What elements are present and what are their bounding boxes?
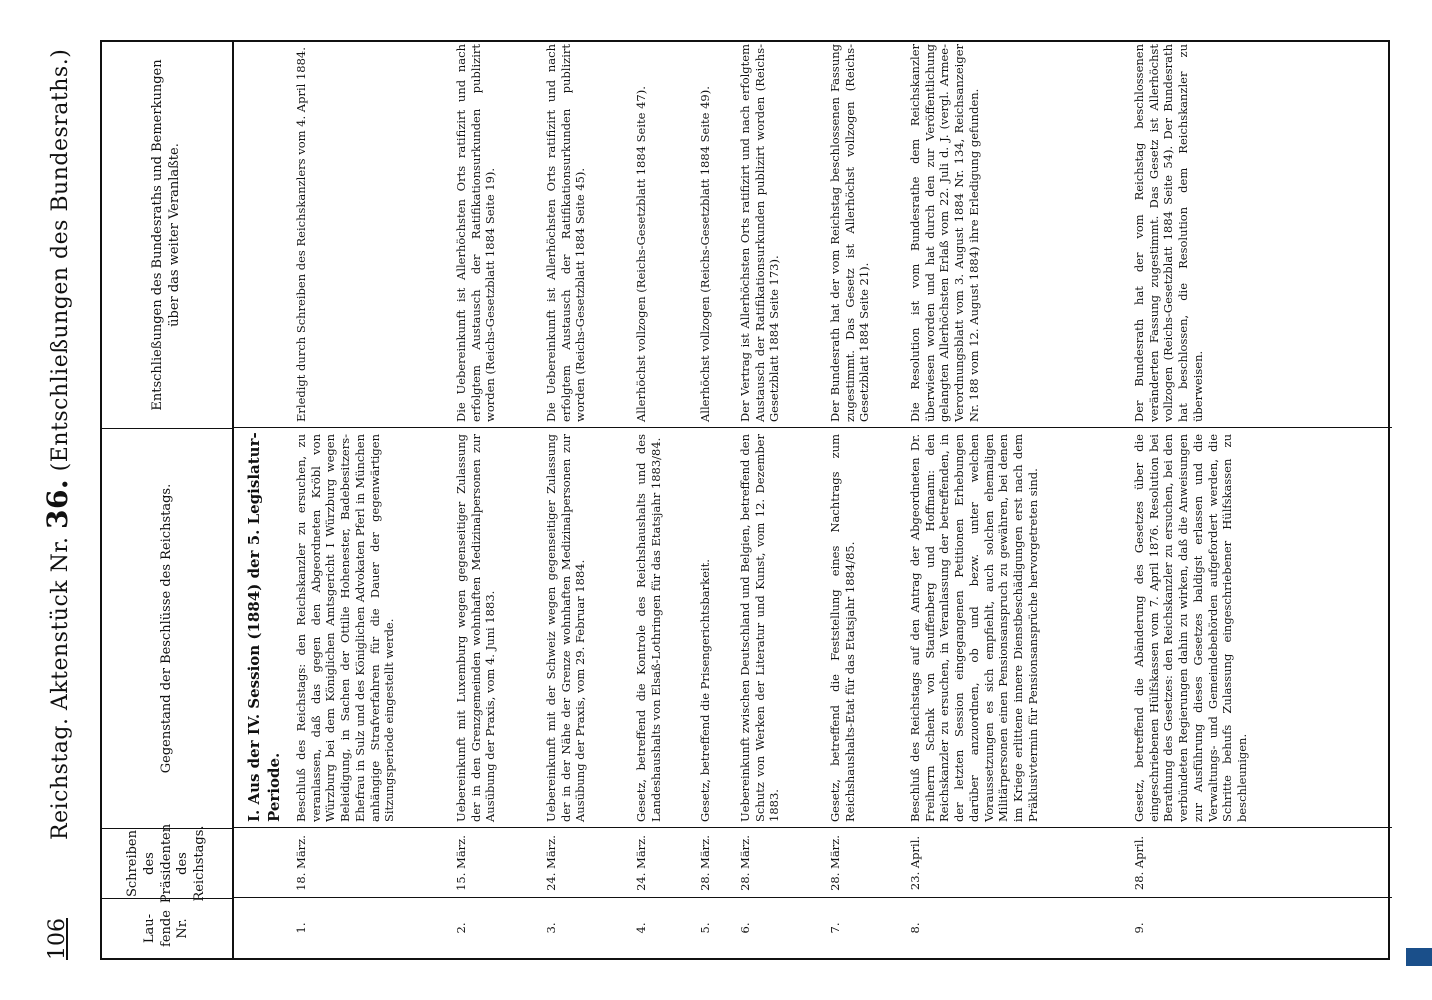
- row-number: 5.: [698, 922, 712, 934]
- row-subject: Uebereinkunft zwischen Deutschland und Belgien, betreffend den Schutz von Werken der Literatur und Kunst, vom 12. Dezember 1883.: [738, 434, 782, 822]
- row-date: 24. März.: [544, 835, 558, 891]
- row-resolution: Allerhöchst vollzogen (Reichs-Gesetzblatt 1884 Seite 49).: [698, 86, 712, 422]
- row-resolution: Die Uebereinkunft ist Allerhöchsten Orts ratifizirt und nach erfolgtem Austausch der Ratifikationsurkunden publizirt worden (Reichs-Gesetzblatt 1884 Seite 19).: [454, 44, 498, 422]
- row-subject: Beschluß des Reichstags: den Reichskanzler zu ersuchen, zu veranlassen, daß das gegen den Abgeordneten Kröbl von Würzburg bei dem Königlichen Amtsgericht I Würzburg wegen Beleidigung, in Sachen der Ottilie Hohenester, Badebesitzers-Ehefrau in Sulz und des Königlichen Advokaten Pferl in München anhängige Strafverfahren für die Dauer der gegenwärtigen Sitzungsperiode eingestellt werde.: [294, 434, 397, 822]
- row-date: 28. März.: [698, 835, 712, 891]
- resolutions-table: [100, 40, 1390, 960]
- row-number: 9.: [1132, 922, 1146, 934]
- row-number: 8.: [908, 922, 922, 934]
- row-number: 6.: [738, 922, 752, 934]
- row-subject: Gesetz, betreffend die Feststellung eines Nachtrags zum Reichshaushalts-Etat für das Etatsjahr 1884/85.: [828, 434, 857, 822]
- row-number: 7.: [828, 922, 842, 934]
- document-title: [38, 49, 81, 840]
- row-number: 3.: [544, 922, 558, 934]
- row-subject: Gesetz, betreffend die Kontrole des Reichshaushalts und des Landeshaushalts von Elsaß-Lothringen für das Etatsjahr 1883/84.: [634, 434, 663, 822]
- row-subject: Beschluß des Reichstags auf den Antrag der Abgeordneten Dr. Freiherrn Schenk von Stauffenberg und Hoffmann: den Reichskanzler zu ersuchen, in Veranlassung der betreffenden, in der letzten Session eingegangenen Petitionen Erhebungen darüber anzuordnen, ob und bezw. unter welchen Voraussetzungen es sich empfiehlt, auch solchen ehemaligen Militärpersonen einen Pensionsanspruch zu gewähren, bei denen im Kriege erlittene innere Dienstbeschädigungen erst nach dem Präklusivtermin für Pensionsansprüche hervorgetreten sind.: [908, 434, 1040, 822]
- row-date: 28. März.: [738, 835, 752, 891]
- row-resolution: Der Bundesrath hat der vom Reichstag beschlossenen Fassung zugestimmt. Das Gesetz ist Allerhöchst vollzogen (Reichs-Gesetzblatt 1884 Seite 21).: [828, 44, 872, 422]
- row-resolution: Der Vertrag ist Allerhöchsten Orts ratifizirt und nach erfolgtem Austausch der Ratifikationsurkunden publizirt worden (Reichs-Gesetzblatt 1884 Seite 173).: [738, 44, 782, 422]
- title-prefix: Reichstag. Aktenstück Nr.: [48, 536, 73, 840]
- column-header-date: Schreiben des Präsidenten des Reichstags.: [102, 828, 232, 898]
- dfg-logo: [1406, 948, 1432, 966]
- row-resolution: Erledigt durch Schreiben des Reichskanzlers vom 4. April 1884.: [294, 47, 308, 422]
- table-header: [102, 42, 234, 958]
- column-header-subject: Gegenstand der Beschlüsse des Reichstags.: [102, 428, 232, 828]
- row-date: 28. April.: [1132, 835, 1146, 891]
- page-number: 106: [45, 918, 70, 960]
- row-resolution: Die Uebereinkunft ist Allerhöchsten Orts ratifizirt und nach erfolgtem Austausch der Ratifikationsurkunden publizirt worden (Reichs-Gesetzblatt 1884 Seite 45).: [544, 44, 588, 422]
- row-resolution: Allerhöchst vollzogen (Reichs-Gesetzblatt 1884 Seite 47).: [634, 86, 648, 422]
- digitization-credit: [1412, 40, 1430, 970]
- page-header: [38, 20, 78, 960]
- row-subject: Uebereinkunft mit der Schweiz wegen gegenseitiger Zulassung der in der Nähe der Grenze wohnhaften Medizinalpersonen zur Ausübung der Praxis, vom 29. Februar 1884.: [544, 434, 588, 822]
- table-body: [232, 42, 1392, 958]
- row-date: 15. März.: [454, 835, 468, 891]
- row-date: 24. März.: [634, 835, 648, 891]
- row-date: 18. März.: [294, 835, 308, 891]
- row-number: 1.: [294, 922, 308, 934]
- row-number: 4.: [634, 922, 648, 934]
- title-suffix: (Entschließungen des Bundesraths.): [48, 48, 73, 472]
- column-divider: [232, 897, 1392, 898]
- column-header-resolution: Entschließungen des Bundesraths und Bemerkungen über das weiter Veranlaßte.: [150, 59, 182, 411]
- row-number: 2.: [454, 922, 468, 934]
- document-number: 36.: [41, 478, 74, 530]
- row-subject: Uebereinkunft mit Luxemburg wegen gegenseitiger Zulassung der in den Grenzgemeinden wohnhaften Medizinalpersonen zur Ausübung der Praxis, vom 4. Juni 1883.: [454, 434, 498, 822]
- section-title: I. Aus der IV. Session (1884) der 5. Legislatur-Periode.: [245, 432, 284, 822]
- column-header-nr: Lau- fende Nr.: [102, 898, 232, 958]
- row-subject: Gesetz, betreffend die Prisengerichtsbarkeit.: [698, 559, 712, 822]
- row-date: 28. März.: [828, 835, 842, 891]
- row-date: 23. April.: [908, 835, 922, 891]
- row-resolution: Die Resolution ist vom Bundesrathe dem Reichskanzler überwiesen worden und hat durch den zur Veröffentlichung gelangten Allerhöchsten Erlaß vom 22. Juli d. J. (vergl. Armee-Verordnungsblatt vom 3. August 1884 Nr. 134, Reichsanzeiger Nr. 188 vom 12. August 1884) ihre Erledigung gefunden.: [908, 44, 981, 422]
- row-resolution: Der Bundesrath hat der vom Reichstag beschlossenen veränderten Fassung zugestimmt. Das Gesetz ist Allerhöchst vollzogen (Reichs-Gesetzblatt 1884 Seite 54). Der Bundesrath hat beschlossen, die Resolution dem Reichskanzler zu überweisen.: [1132, 44, 1205, 422]
- row-subject: Gesetz, betreffend die Abänderung des Gesetzes über die eingeschriebenen Hülfskassen vom 7. April 1876. Resolution bei Berathung des Gesetzes: den Reichskanzler zu ersuchen, bei den verbündeten Regierungen dahin zu wirken, daß die Anweisungen zur Ausführung dieses Gesetzes baldigst erlassen und die Verwaltungs- und Gemeindebehörden aufgefordert werden, die Schritte behufs Zulassung eingeschriebener Hülfskassen zu beschleunigen.: [1132, 434, 1250, 822]
